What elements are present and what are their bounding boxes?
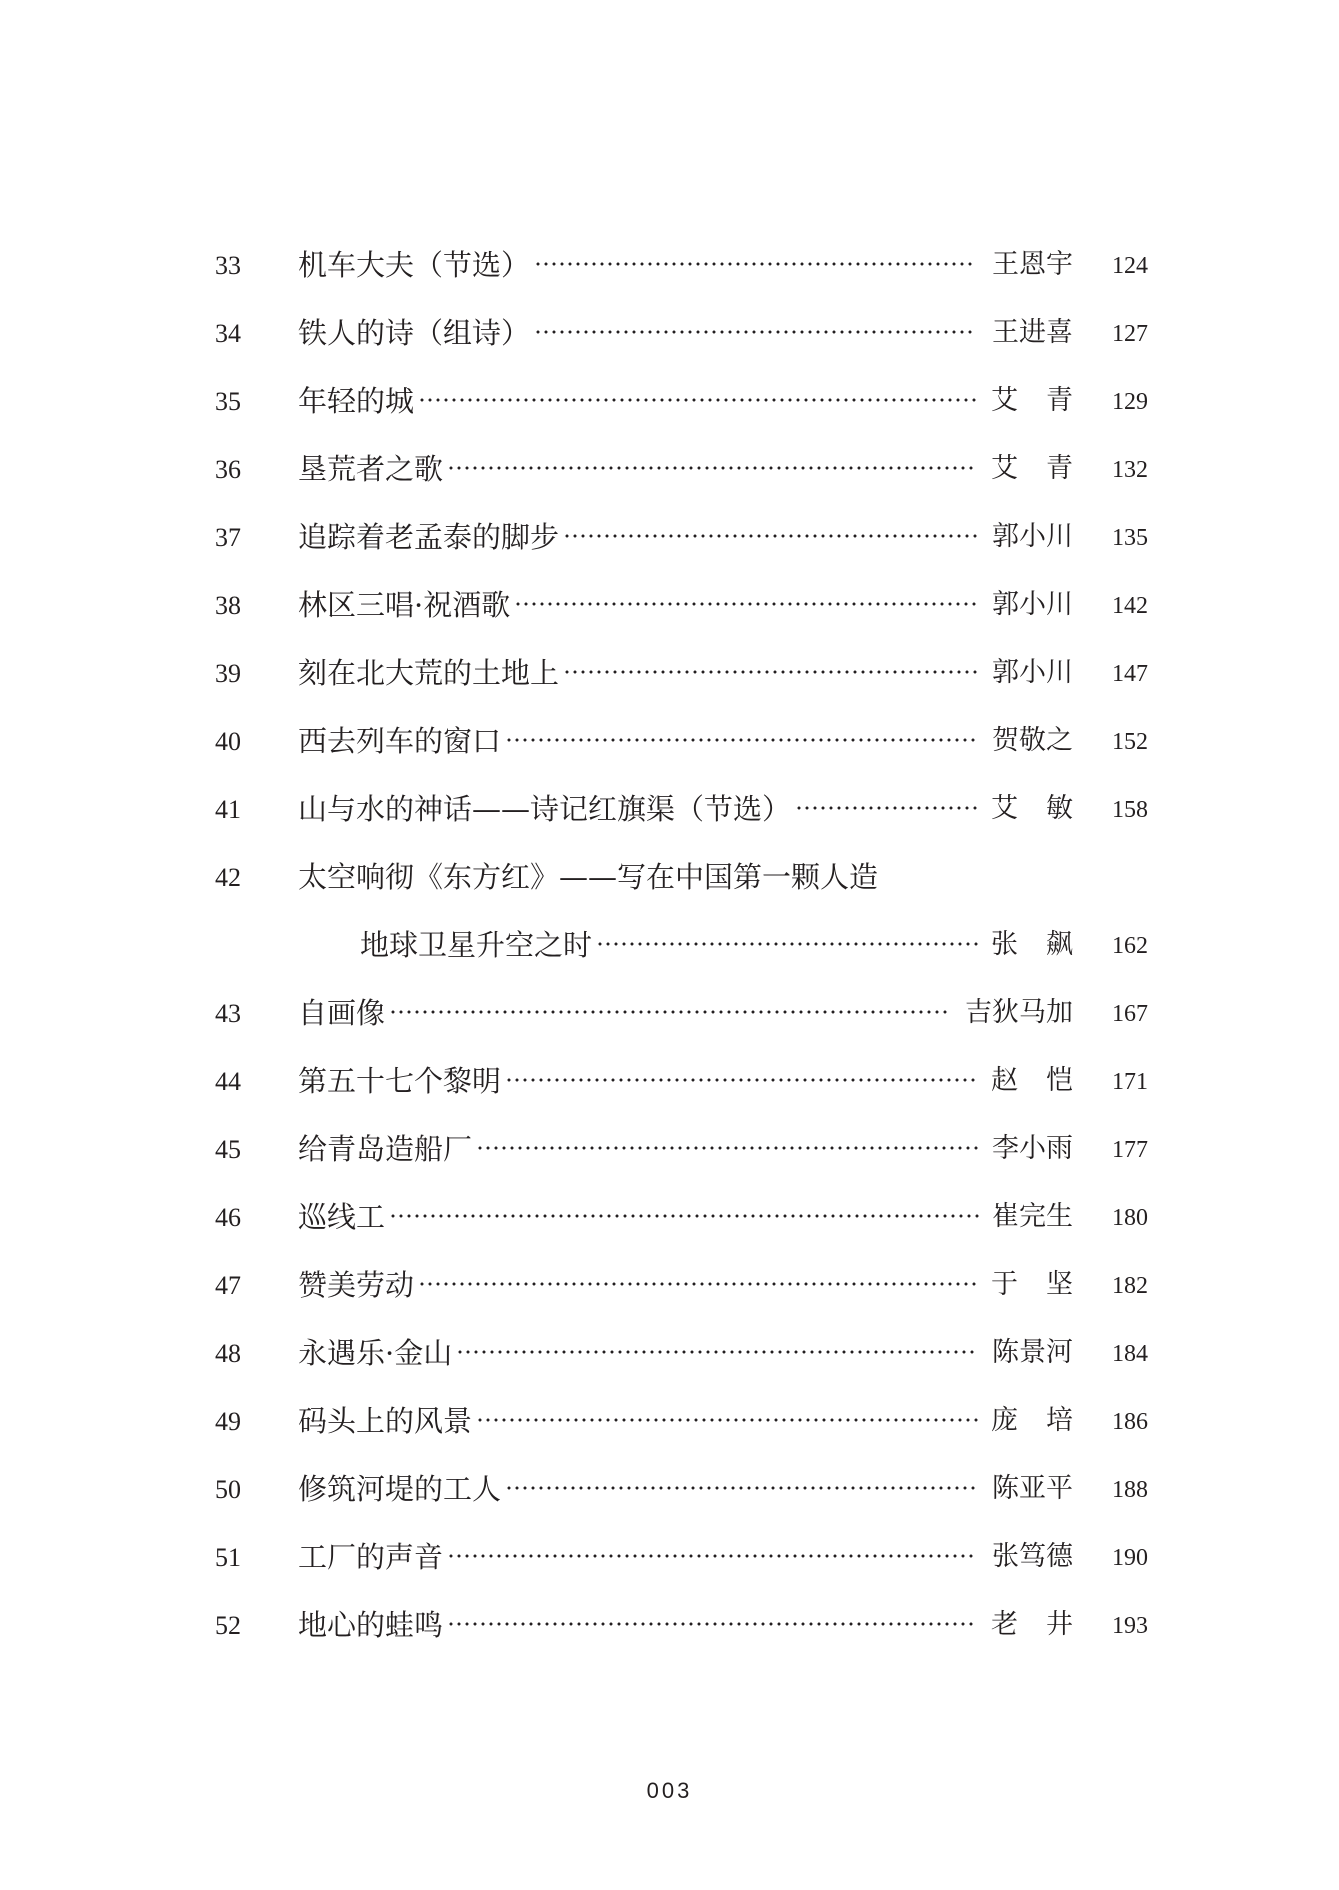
entry-page: 188: [1112, 1477, 1148, 1503]
entry-number: 46: [215, 1203, 241, 1232]
entry-title: 工厂的声音: [298, 1540, 444, 1574]
entry-title: 垦荒者之歌: [298, 452, 444, 486]
entry-number: 49: [215, 1407, 241, 1436]
entry-author: 张笃德: [992, 1541, 1073, 1572]
entry-author: 王进喜: [992, 317, 1073, 348]
entry-number: 34: [215, 319, 241, 348]
toc-entry[interactable]: [0, 580, 1339, 630]
entry-page: 162: [1112, 933, 1148, 959]
toc-entry[interactable]: [0, 444, 1339, 494]
toc-entry[interactable]: [0, 376, 1339, 426]
entry-page: 184: [1112, 1341, 1148, 1367]
toc-entry[interactable]: [0, 852, 1339, 902]
entry-number: 45: [215, 1135, 241, 1164]
entry-author: 陈景河: [992, 1337, 1073, 1368]
entry-page: 158: [1112, 797, 1148, 823]
entry-title: 地心的蛙鸣: [298, 1608, 444, 1642]
toc-entry[interactable]: [0, 1328, 1339, 1378]
entry-number: 37: [215, 523, 241, 552]
toc-entry[interactable]: [0, 1192, 1339, 1242]
entry-page: 124: [1112, 253, 1148, 279]
entry-author: 郭小川: [992, 521, 1073, 552]
entry-author: 老井: [991, 1609, 1101, 1640]
entry-number: 35: [215, 387, 241, 416]
page-number: 003: [646, 1778, 693, 1803]
entry-title: 码头上的风景: [298, 1404, 473, 1438]
entry-number: 38: [215, 591, 241, 620]
leader-dots: [534, 329, 974, 335]
toc-entry[interactable]: [0, 1396, 1339, 1446]
entry-title: 年轻的城: [298, 384, 415, 418]
entry-number: 39: [215, 659, 241, 688]
entry-page: 142: [1112, 593, 1148, 619]
entry-title: 巡线工: [298, 1200, 386, 1234]
leader-dots: [476, 1417, 980, 1423]
entry-page: 171: [1112, 1069, 1148, 1095]
toc-entry[interactable]: [0, 988, 1339, 1038]
entry-page: 193: [1112, 1613, 1148, 1639]
entry-page: 129: [1112, 389, 1148, 415]
entry-author: 陈亚平: [992, 1473, 1073, 1504]
toc-entry[interactable]: [0, 308, 1339, 358]
entry-title: 赞美劳动: [298, 1268, 415, 1302]
entry-author: 郭小川: [992, 657, 1073, 688]
entry-number: 51: [215, 1543, 241, 1572]
leader-dots: [447, 465, 975, 471]
entry-title: 给青岛造船厂: [298, 1132, 473, 1166]
entry-title: 西去列车的窗口: [298, 724, 502, 758]
toc-entry[interactable]: [0, 1260, 1339, 1310]
leader-dots: [476, 1145, 980, 1151]
entry-title: 刻在北大荒的土地上: [298, 656, 560, 690]
entry-title: 永遇乐·金山: [298, 1336, 453, 1370]
toc-entry[interactable]: [0, 1600, 1339, 1650]
entry-title: 修筑河堤的工人: [298, 1472, 502, 1506]
entry-page: 190: [1112, 1545, 1148, 1571]
leader-dots: [596, 941, 980, 947]
leader-dots: [456, 1349, 976, 1355]
leader-dots: [389, 1009, 949, 1015]
toc-entry[interactable]: [0, 648, 1339, 698]
entry-author: 艾敏: [991, 793, 1101, 824]
entry-page: 186: [1112, 1409, 1148, 1435]
toc-entry[interactable]: [0, 1464, 1339, 1514]
entry-number: 48: [215, 1339, 241, 1368]
entry-number: 44: [215, 1067, 241, 1096]
entry-title: 机车大夫（节选）: [298, 248, 531, 282]
entry-page: 167: [1112, 1001, 1148, 1027]
entry-number: 42: [215, 863, 241, 892]
entry-author: 艾青: [991, 385, 1101, 416]
entry-page: 135: [1112, 525, 1148, 551]
leader-dots: [514, 601, 978, 607]
entry-page: 127: [1112, 321, 1148, 347]
entry-title: 林区三唱·祝酒歌: [298, 588, 511, 622]
leader-dots: [505, 1485, 977, 1491]
entry-author: 郭小川: [992, 589, 1073, 620]
leader-dots: [505, 737, 977, 743]
toc-entry[interactable]: [0, 512, 1339, 562]
entry-number: 52: [215, 1611, 241, 1640]
entry-number: 33: [215, 251, 241, 280]
leader-dots: [563, 533, 979, 539]
entry-page: 147: [1112, 661, 1148, 687]
entry-number: 47: [215, 1271, 241, 1300]
entry-page: 180: [1112, 1205, 1148, 1231]
entry-author: 李小雨: [992, 1133, 1073, 1164]
entry-number: 41: [215, 795, 241, 824]
entry-number: 43: [215, 999, 241, 1028]
leader-dots: [389, 1213, 981, 1219]
entry-title: 山与水的神话——诗记红旗渠（节选）: [298, 792, 792, 826]
entry-title: 自画像: [298, 996, 386, 1030]
toc-entry[interactable]: [0, 240, 1339, 290]
toc-entry[interactable]: [0, 716, 1339, 766]
entry-title: 第五十七个黎明: [298, 1064, 502, 1098]
toc-entry[interactable]: [0, 784, 1339, 834]
toc-entry[interactable]: [0, 1532, 1339, 1582]
entry-author: 王恩宇: [992, 249, 1073, 280]
leader-dots: [447, 1553, 975, 1559]
leader-dots: [447, 1621, 975, 1627]
entry-page: 182: [1112, 1273, 1148, 1299]
leader-dots: [563, 669, 979, 675]
entry-author: 庞培: [991, 1405, 1101, 1436]
leader-dots: [795, 805, 979, 811]
leader-dots: [505, 1077, 977, 1083]
toc-entry[interactable]: [0, 1124, 1339, 1174]
leader-dots: [418, 1281, 978, 1287]
entry-title: 追踪着老孟泰的脚步: [298, 520, 560, 554]
entry-author: 赵恺: [991, 1065, 1101, 1096]
entry-author: 吉狄马加: [965, 997, 1073, 1028]
toc-entry[interactable]: [0, 1056, 1339, 1106]
leader-dots: [534, 261, 974, 267]
entry-number: 50: [215, 1475, 241, 1504]
leader-dots: [418, 397, 978, 403]
entry-number: 40: [215, 727, 241, 756]
entry-author: 崔完生: [992, 1201, 1073, 1232]
entry-title: 铁人的诗（组诗）: [298, 316, 531, 350]
entry-title-continuation: 地球卫星升空之时: [360, 928, 593, 962]
entry-author: 张飙: [991, 929, 1101, 960]
entry-author: 艾青: [991, 453, 1101, 484]
entry-title: 太空响彻《东方红》——写在中国第一颗人造: [298, 860, 879, 894]
entry-number: 36: [215, 455, 241, 484]
entry-page: 177: [1112, 1137, 1148, 1163]
toc-entry-continuation[interactable]: [0, 920, 1339, 970]
entry-page: 132: [1112, 457, 1148, 483]
entry-author: 于坚: [991, 1269, 1101, 1300]
entry-author: 贺敬之: [992, 725, 1073, 756]
entry-page: 152: [1112, 729, 1148, 755]
